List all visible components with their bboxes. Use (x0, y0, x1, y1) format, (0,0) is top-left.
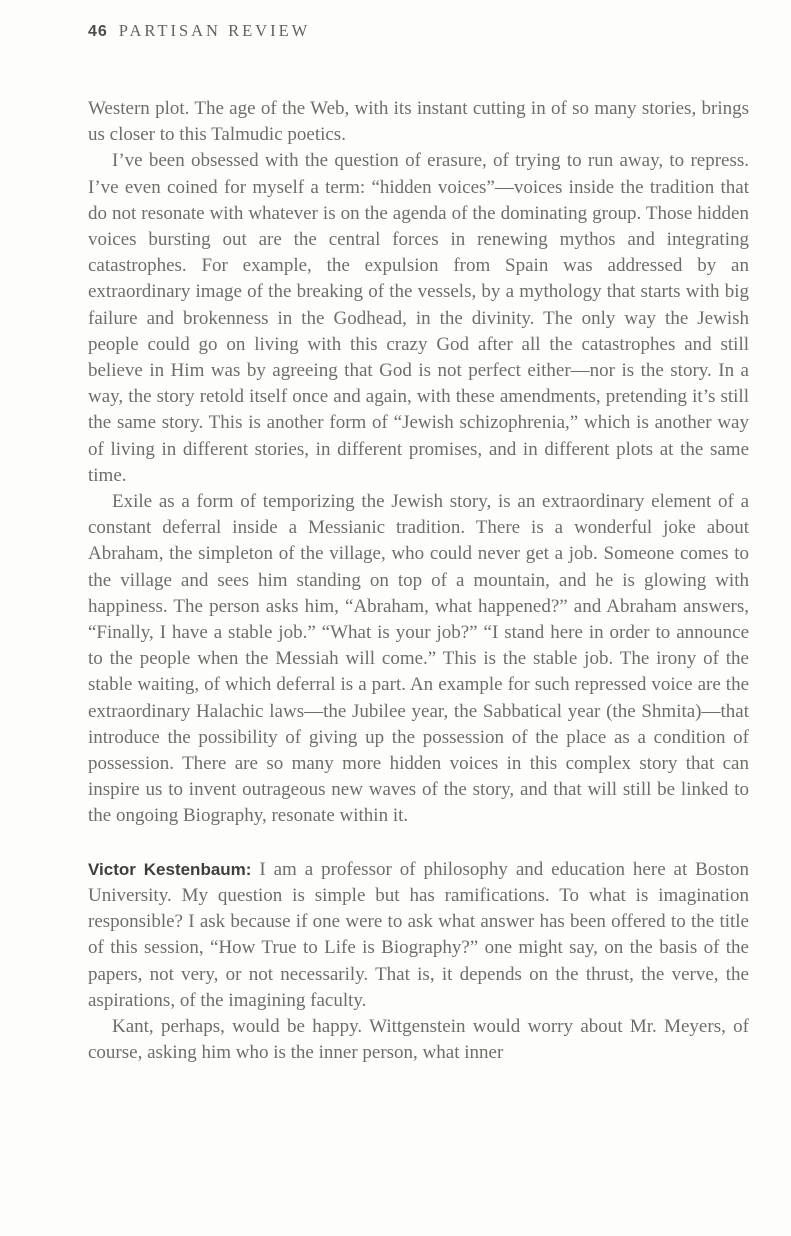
paragraph-text: Western plot. The age of the Web, with its instant cutting in of so many stories, brings us closer to this Talmudic poetics. (88, 98, 749, 146)
page-body-text (88, 96, 749, 1066)
speaker-paragraph (88, 857, 749, 1014)
paragraph-text: I’ve been obsessed with the question of erasure, of trying to run away, to repress. I’ve even coined for myself a term: “hidden voices”—voices inside the tradition that do not resonate with whatever is on the agenda of the dominating group. Those hidden voices bursting out are the central forces in renewing mythos and integrating catastrophes. For example, the expulsion from Spain was addressed by an extraordinary image of the breaking of the vessels, by a mythology that starts with big failure and brokenness in the Godhead, in the divinity. The only way the Jewish people could go on living with this crazy God after all the catastrophes and still believe in Him was by agreeing that God is not perfect either—nor is the story. In a way, the story retold itself once and again, with these amendments, pretending it’s still the same story. This is another form of “Jewish schizophrenia,” which is another way of living in different stories, in different promises, and in different plots at the same time. (88, 150, 749, 486)
paragraph (88, 489, 749, 830)
paragraph-text: I am a professor of philosophy and education here at Boston University. My question is simple but has ramifications. To what is imagination responsible? I ask because if one were to ask what answer has been offered to the title of this session, “How True to Life is Biography?” one might say, on the basis of the papers, not very, or not necessarily. That is, it depends on the thrust, the verve, the aspirations, of the imagining faculty. (88, 858, 750, 1011)
paragraph (88, 1014, 749, 1066)
page-header (88, 21, 310, 41)
paragraph (88, 148, 749, 489)
paragraph-text: Kant, perhaps, would be happy. Wittgenstein would worry about Mr. Meyers, of course, asking him who is the inner person, what inner (88, 1015, 749, 1064)
speaker-name: Victor Kestenbaum: (88, 859, 252, 879)
paragraph (88, 96, 749, 148)
page-number: 46 (88, 23, 108, 40)
journal-title: PARTISAN REVIEW (118, 21, 311, 40)
paragraph-text: Exile as a form of temporizing the Jewish story, is an extraordinary element of a constant deferral inside a Messianic tradition. There is a wonderful joke about Abraham, the simpleton of the village, who could never get a job. Someone comes to the village and sees him standing on top of a mountain, and he is glowing with happiness. The person asks him, “Abraham, what happened?” and Abraham answers, “Finally, I have a stable job.” “What is your job?” “I stand here in order to announce to the people when the Messiah will come.” This is the stable job. The irony of the stable waiting, of which deferral is a part. An example for such repressed voice are the extraordinary Halachic laws—the Jubilee year, the Sabbatical year (the Shmita)—that introduce the possibility of giving up the possession of the place as a condition of possession. There are so many more hidden voices in this complex story that can inspire us to invent outrageous new waves of the story, and that will still be linked to the ongoing Biography, resonate within it. (88, 491, 749, 827)
